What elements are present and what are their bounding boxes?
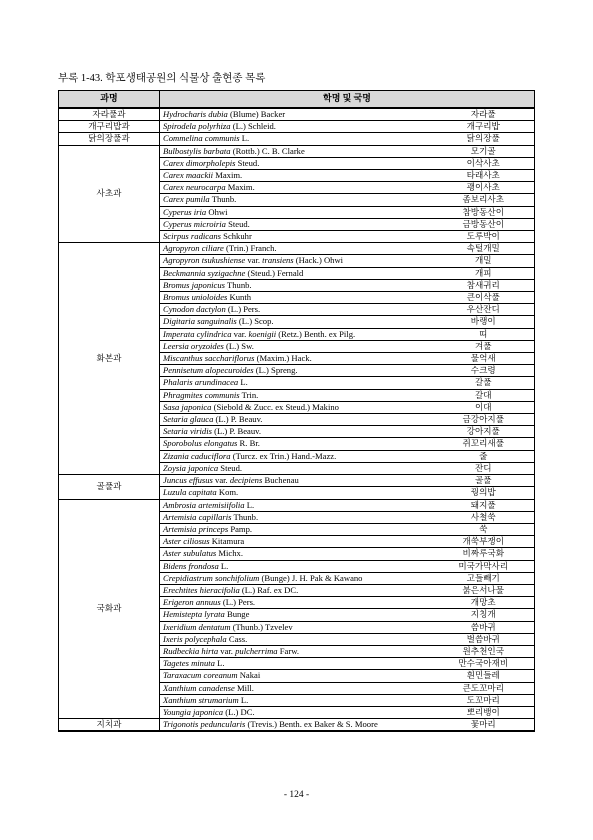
authority-text: Buchenau xyxy=(262,475,299,486)
table-caption: 부록 1-43. 학포생태공원의 식물상 출현종 목록 xyxy=(58,73,266,84)
korean-name-cell: 쥐꼬리새풀 xyxy=(433,438,535,450)
scientific-name-text: Phalaris arundinacea xyxy=(163,377,239,388)
authority-text: Farw. xyxy=(277,645,299,656)
korean-name-cell: 잔디 xyxy=(433,462,535,474)
authority-text: Steud. xyxy=(218,462,243,473)
korean-name-cell: 붉은서나물 xyxy=(433,584,535,596)
authority-text: Schkuhr xyxy=(221,231,252,242)
korean-name-cell: 줄 xyxy=(433,450,535,462)
authority-text: Nakai xyxy=(237,670,261,681)
korean-name-cell: 모기골 xyxy=(433,145,535,157)
table-header-row xyxy=(59,91,535,109)
scientific-name-cell xyxy=(160,536,433,548)
korean-name-cell: 사철쑥 xyxy=(433,511,535,523)
scientific-name-cell xyxy=(160,682,433,694)
authority-text: (Turcz. ex Trin.) Hand.-Mazz. xyxy=(230,450,337,461)
korean-name-cell: 원추천인국 xyxy=(433,645,535,657)
authority-text: (Trevis.) Benth. ex Baker & S. Moore xyxy=(245,719,378,730)
scientific-name-cell xyxy=(160,243,433,255)
table-row xyxy=(59,719,535,732)
korean-name-cell: 벌씀바귀 xyxy=(433,633,535,645)
korean-name-cell: 개쑥부쟁이 xyxy=(433,536,535,548)
scientific-name-cell xyxy=(160,267,433,279)
scientific-name-text: Hemistepta lyrata xyxy=(163,609,225,620)
family-cell: 닭의장풀과 xyxy=(59,133,160,145)
scientific-name-cell xyxy=(160,621,433,633)
scientific-name-cell xyxy=(160,719,433,732)
korean-name-cell: 괭이사초 xyxy=(433,182,535,194)
scientific-name-text: Xanthium canadense xyxy=(163,682,235,693)
korean-name-cell: 큰이삭풀 xyxy=(433,292,535,304)
scientific-name-text: Erigeron annuus xyxy=(163,597,221,608)
scientific-name-text: Cyperus microiria xyxy=(163,218,226,229)
authority-text: (L.) DC. xyxy=(223,706,255,717)
scientific-name-text: Rudbeckia hirta xyxy=(163,645,219,656)
scientific-name-text: Juncus effusus xyxy=(163,475,213,486)
korean-name-cell: 개구리밥 xyxy=(433,121,535,133)
scientific-name-text: Carex pumila xyxy=(163,194,210,205)
korean-name-cell: 고들빼기 xyxy=(433,572,535,584)
scientific-name-cell xyxy=(160,340,433,352)
scientific-name-text: koenigii xyxy=(248,328,277,339)
korean-name-cell: 큰도꼬마리 xyxy=(433,682,535,694)
family-cell: 개구리밥과 xyxy=(59,121,160,133)
scientific-name-text: Agropyron ciliare xyxy=(163,243,224,254)
scientific-name-text: Ixeridium dentatum xyxy=(163,621,231,632)
species-table xyxy=(58,90,535,732)
scientific-name-text: Spirodela polyrhiza xyxy=(163,121,231,132)
authority-text: (L.) Raf. ex DC. xyxy=(239,584,299,595)
scientific-name-text: Setaria glauca xyxy=(163,414,214,425)
scientific-name-text: Leersia oryzoides xyxy=(163,340,224,351)
scientific-name-text: Aster subulatus xyxy=(163,548,217,559)
family-cell: 자라풀과 xyxy=(59,108,160,121)
scientific-name-cell xyxy=(160,426,433,438)
scientific-name-text: Bromus japonicus xyxy=(163,279,225,290)
authority-text: Steud. xyxy=(235,157,260,168)
scientific-name-text: Phragmites communis xyxy=(163,389,240,400)
authority-text: L. xyxy=(244,499,255,510)
scientific-name-text: Zizania caduciflora xyxy=(163,450,231,461)
korean-name-cell: 도꼬마리 xyxy=(433,694,535,706)
korean-name-cell: 비짜루국화 xyxy=(433,548,535,560)
scientific-name-cell xyxy=(160,499,433,511)
scientific-name-cell xyxy=(160,194,433,206)
page-number: - 124 - xyxy=(283,790,310,800)
authority-text: Cass. xyxy=(226,633,248,644)
scientific-name-text: Artemisia capillaris xyxy=(163,511,232,522)
authority-text: L. xyxy=(214,658,225,669)
scientific-name-text: Carex maackii xyxy=(163,170,214,181)
table-row xyxy=(59,243,535,255)
scientific-name-text: Luzula capitata xyxy=(163,487,217,498)
authority-text: Ohwi xyxy=(206,206,228,217)
scientific-name-cell xyxy=(160,231,433,243)
authority-text: R. Br. xyxy=(237,438,260,449)
authority-text: Bunge xyxy=(224,609,250,620)
korean-name-cell: 꽃마리 xyxy=(433,719,535,732)
authority-text: (Trin.) Franch. xyxy=(223,243,277,254)
authority-text: L. xyxy=(238,377,248,388)
korean-name-cell: 물억새 xyxy=(433,353,535,365)
authority-text: Michx. xyxy=(216,548,243,559)
table-row xyxy=(59,121,535,133)
korean-name-cell: 개망초 xyxy=(433,597,535,609)
scientific-name-text: Cyperus iria xyxy=(163,206,207,217)
korean-name-cell: 강아지풀 xyxy=(433,426,535,438)
scientific-name-cell xyxy=(160,609,433,621)
scientific-name-cell xyxy=(160,670,433,682)
korean-name-cell: 골풀 xyxy=(433,475,535,487)
scientific-name-cell xyxy=(160,377,433,389)
scientific-name-cell xyxy=(160,170,433,182)
authority-text: L. xyxy=(239,133,250,144)
authority-text: Pamp. xyxy=(228,523,253,534)
scientific-name-cell xyxy=(160,133,433,145)
scientific-name-text: Carex dimorpholepis xyxy=(163,157,236,168)
scientific-name-text: Bromus unioloides xyxy=(163,292,228,303)
authority-text: Thunb. xyxy=(231,511,259,522)
korean-name-cell: 자라풀 xyxy=(433,108,535,121)
table-row xyxy=(59,108,535,121)
authority-text: Mill. xyxy=(234,682,254,693)
korean-name-cell: 씀바귀 xyxy=(433,621,535,633)
scientific-name-cell xyxy=(160,438,433,450)
scientific-name-cell xyxy=(160,206,433,218)
scientific-name-cell xyxy=(160,316,433,328)
scientific-name-cell xyxy=(160,523,433,535)
scientific-name-cell xyxy=(160,658,433,670)
family-cell: 국화과 xyxy=(59,499,160,719)
korean-name-cell: 도루박이 xyxy=(433,231,535,243)
authority-text: Trin. xyxy=(239,389,259,400)
scientific-name-cell xyxy=(160,255,433,267)
scientific-name-text: Youngia japonica xyxy=(163,706,224,717)
korean-name-cell: 꿩의밥 xyxy=(433,487,535,499)
authority-text: Maxim. xyxy=(225,182,255,193)
table-body xyxy=(59,108,535,731)
korean-name-cell: 개밀 xyxy=(433,255,535,267)
korean-name-cell: 참방동산이 xyxy=(433,206,535,218)
scientific-name-text: Setaria viridis xyxy=(163,426,212,437)
scientific-name-cell xyxy=(160,706,433,718)
authority-text: var. xyxy=(218,645,236,656)
scientific-name-text: transiens xyxy=(262,255,294,266)
authority-text: (Retz.) Benth. ex Pilg. xyxy=(276,328,356,339)
korean-name-cell: 갈풀 xyxy=(433,377,535,389)
scientific-name-cell xyxy=(160,597,433,609)
authority-text: (L.) Spreng. xyxy=(253,365,298,376)
header-family: 과명 xyxy=(59,91,160,109)
authority-text: (Maxim.) Hack. xyxy=(254,353,312,364)
scientific-name-cell xyxy=(160,560,433,572)
scientific-name-cell xyxy=(160,279,433,291)
scientific-name-text: Bulbostylis barbata xyxy=(163,145,231,156)
scientific-name-text: Miscanthus sacchariflorus xyxy=(163,353,255,364)
korean-name-cell: 뽀리뱅이 xyxy=(433,706,535,718)
authority-text: (L.) Sw. xyxy=(223,340,254,351)
table-row xyxy=(59,499,535,511)
authority-text: Kunth xyxy=(227,292,252,303)
table-row xyxy=(59,145,535,157)
korean-name-cell: 겨풀 xyxy=(433,340,535,352)
authority-text: var. xyxy=(212,475,230,486)
scientific-name-text: decipiens xyxy=(229,475,263,486)
scientific-name-cell xyxy=(160,108,433,121)
authority-text: (L.) Scop. xyxy=(236,316,274,327)
authority-text: L. xyxy=(218,560,229,571)
korean-name-cell: 미국가막사리 xyxy=(433,560,535,572)
authority-text: Maxim. xyxy=(213,170,243,181)
scientific-name-cell xyxy=(160,401,433,413)
family-cell: 지치과 xyxy=(59,719,160,732)
scientific-name-cell xyxy=(160,511,433,523)
scientific-name-cell xyxy=(160,121,433,133)
scientific-name-cell xyxy=(160,487,433,499)
scientific-name-cell xyxy=(160,328,433,340)
scientific-name-cell xyxy=(160,572,433,584)
korean-name-cell: 이대 xyxy=(433,401,535,413)
scientific-name-text: Taraxacum coreanum xyxy=(163,670,238,681)
scientific-name-cell xyxy=(160,304,433,316)
authority-text: (L.) Pers. xyxy=(220,597,256,608)
authority-text: (L.) Pers. xyxy=(225,304,261,315)
scientific-name-text: Aster ciliosus xyxy=(163,536,210,547)
authority-text: Steud. xyxy=(225,218,250,229)
scientific-name-cell xyxy=(160,389,433,401)
korean-name-cell: 갈대 xyxy=(433,389,535,401)
scientific-name-text: Scirpus radicans xyxy=(163,231,222,242)
scientific-name-text: Ambrosia artemisiifolia xyxy=(163,499,245,510)
korean-name-cell: 쑥 xyxy=(433,523,535,535)
korean-name-cell: 속털개밀 xyxy=(433,243,535,255)
header-name: 학명 및 국명 xyxy=(160,91,535,109)
authority-text: (Bunge) J. H. Pak & Kawano xyxy=(259,572,363,583)
korean-name-cell: 좀보리사초 xyxy=(433,194,535,206)
scientific-name-text: Ixeris polycephala xyxy=(163,633,227,644)
scientific-name-text: Carex neurocarpa xyxy=(163,182,226,193)
authority-text: Thunb. xyxy=(209,194,237,205)
authority-text: (L.) P. Beauv. xyxy=(211,426,262,437)
authority-text: var. xyxy=(231,328,249,339)
korean-name-cell: 만수국아재비 xyxy=(433,658,535,670)
scientific-name-text: Artemisia princeps xyxy=(163,523,229,534)
authority-text: Kom. xyxy=(216,487,239,498)
authority-text: (Steud.) Fernald xyxy=(245,267,304,278)
scientific-name-text: Sporobolus elongatus xyxy=(163,438,238,449)
korean-name-cell: 돼지풀 xyxy=(433,499,535,511)
scientific-name-cell xyxy=(160,450,433,462)
authority-text: Kitamura xyxy=(209,536,245,547)
scientific-name-text: Agropyron tsukushiense xyxy=(163,255,246,266)
korean-name-cell: 금강아지풀 xyxy=(433,414,535,426)
authority-text: Thunb. xyxy=(225,279,252,290)
scientific-name-text: Zoysia japonica xyxy=(163,462,219,473)
scientific-name-cell xyxy=(160,365,433,377)
scientific-name-cell xyxy=(160,548,433,560)
table-row xyxy=(59,133,535,145)
scientific-name-cell xyxy=(160,182,433,194)
korean-name-cell: 이삭사초 xyxy=(433,157,535,169)
scientific-name-cell xyxy=(160,414,433,426)
korean-name-cell: 닭의장풀 xyxy=(433,133,535,145)
korean-name-cell: 개피 xyxy=(433,267,535,279)
scientific-name-cell xyxy=(160,694,433,706)
korean-name-cell: 흰민들레 xyxy=(433,670,535,682)
korean-name-cell: 우산잔디 xyxy=(433,304,535,316)
authority-text: (L.) P. Beauv. xyxy=(213,414,263,425)
scientific-name-cell xyxy=(160,218,433,230)
scientific-name-cell xyxy=(160,462,433,474)
authority-text: (Blume) Backer xyxy=(227,109,286,119)
authority-text: (Rottb.) C. B. Clarke xyxy=(230,145,305,156)
scientific-name-cell xyxy=(160,157,433,169)
scientific-name-cell xyxy=(160,145,433,157)
korean-name-cell: 띠 xyxy=(433,328,535,340)
family-cell: 화본과 xyxy=(59,243,160,475)
scientific-name-cell xyxy=(160,475,433,487)
scientific-name-text: Digitaria sanguinalis xyxy=(163,316,237,327)
scientific-name-cell xyxy=(160,292,433,304)
authority-text: (Hack.) Ohwi xyxy=(293,255,344,266)
authority-text: var. xyxy=(245,255,263,266)
scientific-name-text: Trigonotis peduncularis xyxy=(163,719,246,730)
authority-text: (Siebold & Zucc. ex Steud.) Makino xyxy=(211,401,339,412)
scientific-name-cell xyxy=(160,353,433,365)
scientific-name-text: Pennisetum alopecuroides xyxy=(163,365,254,376)
korean-name-cell: 타래사초 xyxy=(433,170,535,182)
authority-text: (L.) Schleid. xyxy=(230,121,276,132)
scientific-name-text: Hydrocharis dubia xyxy=(163,109,228,119)
scientific-name-text: Commelina communis xyxy=(163,133,240,144)
authority-text: L. xyxy=(238,694,249,705)
family-cell: 사초과 xyxy=(59,145,160,243)
scientific-name-text: Erechtites hieracifolia xyxy=(163,584,240,595)
korean-name-cell: 지칭개 xyxy=(433,609,535,621)
korean-name-cell: 수크령 xyxy=(433,365,535,377)
scientific-name-text: Xanthium strumarium xyxy=(163,694,239,705)
scientific-name-text: Cynodon dactylon xyxy=(163,304,226,315)
korean-name-cell: 참새귀리 xyxy=(433,279,535,291)
family-cell: 골풀과 xyxy=(59,475,160,499)
scientific-name-text: Sasa japonica xyxy=(163,401,212,412)
scientific-name-cell xyxy=(160,645,433,657)
korean-name-cell: 바랭이 xyxy=(433,316,535,328)
table-row xyxy=(59,475,535,487)
scientific-name-text: Crepidiastrum sonchifolium xyxy=(163,572,260,583)
scientific-name-text: Bidens frondosa xyxy=(163,560,219,571)
authority-text: (Thunb.) Tzvelev xyxy=(230,621,293,632)
scientific-name-text: Beckmannia syzigachne xyxy=(163,267,246,278)
scientific-name-text: Tagetes minuta xyxy=(163,658,215,669)
scientific-name-text: pulcherrima xyxy=(235,645,278,656)
korean-name-cell: 금방동산이 xyxy=(433,218,535,230)
scientific-name-text: Imperata cylindrica xyxy=(163,328,232,339)
scientific-name-cell xyxy=(160,633,433,645)
scientific-name-cell xyxy=(160,584,433,596)
